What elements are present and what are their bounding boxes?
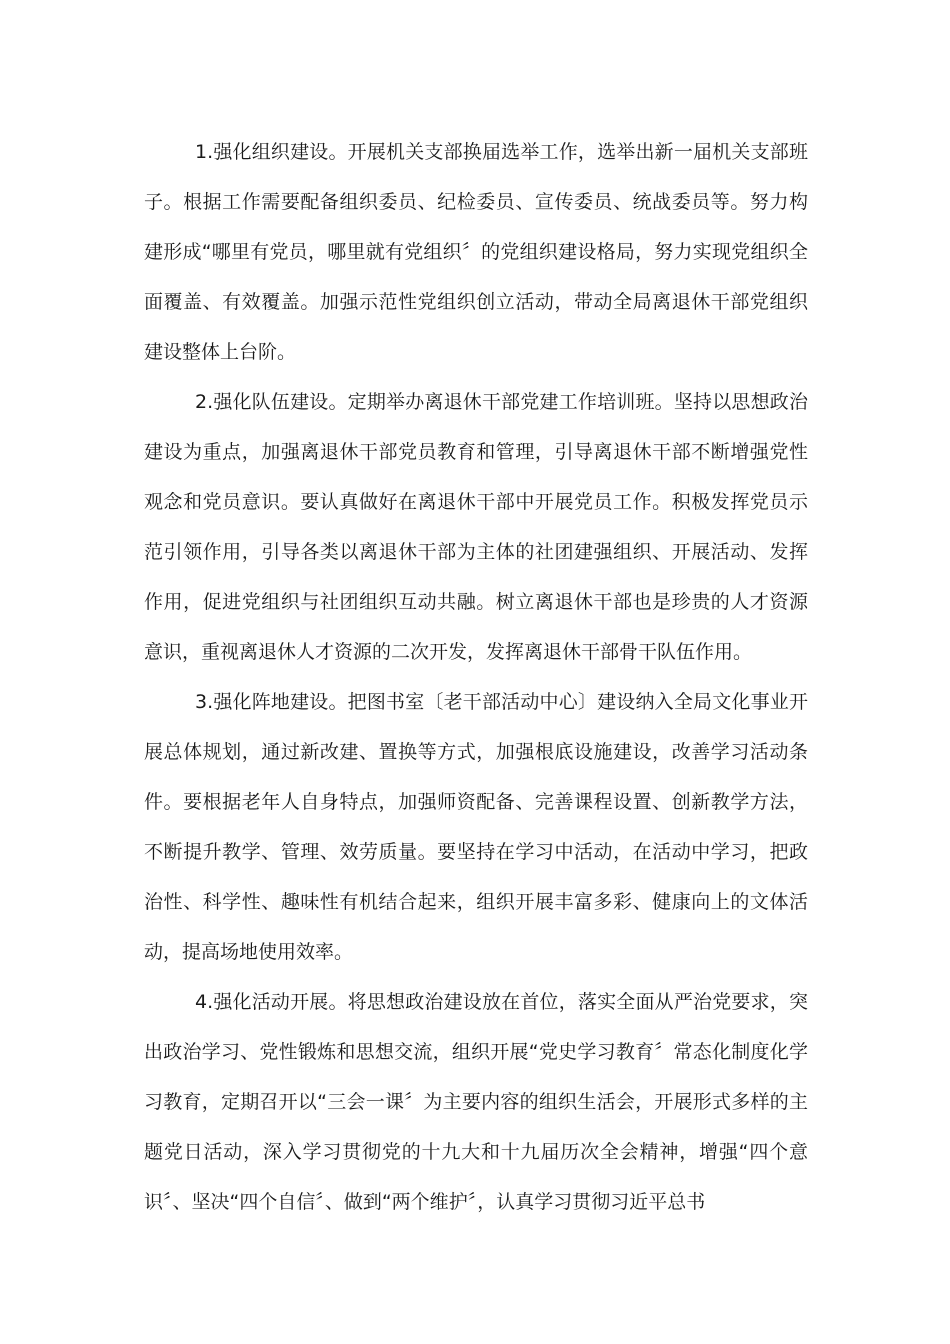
paragraph-organization-building: 1.强化组织建设。开展机关支部换届选举工作，选举出新一届机关支部班子。根据工作需要配备组织委员、纪检委员、宣传委员、统战委员等。努力构建形成“哪里有党员，哪里就有党组织〞的党组织建设格局，努力实现党组织全面覆盖、有效覆盖。加强示范性党组织创立活动，带动全局离退休干部党组织建设整体上台阶。: [144, 141, 808, 363]
paragraph-venue-building: 3.强化阵地建设。把图书室〔老干部活动中心〕建设纳入全局文化事业开展总体规划，通过新改建、置换等方式，加强根底设施建设，改善学习活动条件。要根据老年人自身特点，加强师资配备、完善课程设置、创新教学方法，不断提升教学、管理、效劳质量。要坚持在学习中活动，在活动中学习，把政治性、科学性、趣味性有机结合起来，组织开展丰富多彩、健康向上的文体活动，提高场地使用效率。: [144, 691, 808, 963]
paragraph-team-building: 2.强化队伍建设。定期举办离退休干部党建工作培训班。坚持以思想政治建设为重点，加强离退休干部党员教育和管理，引导离退休干部不断增强党性观念和党员意识。要认真做好在离退休干部中开展党员工作。积极发挥党员示范引领作用，引导各类以离退休干部为主体的社团建强组织、开展活动、发挥作用，促进党组织与社团组织互动共融。树立离退休干部也是珍贵的人才资源意识，重视离退休人才资源的二次开发，发挥离退休干部骨干队伍作用。: [144, 391, 808, 663]
paragraph-activity-development: 4.强化活动开展。将思想政治建设放在首位，落实全面从严治党要求，突出政治学习、党性锻炼和思想交流，组织开展“党史学习教育〞常态化制度化学习教育，定期召开以“三会一课〞为主要内容的组织生活会，开展形式多样的主题党日活动，深入学习贯彻党的十九大和十九届历次全会精神，增强“四个意识〞、坚决“四个自信〞、做到“两个维护〞，认真学习贯彻习近平总书: [144, 991, 808, 1213]
document-body: [144, 127, 808, 1227]
